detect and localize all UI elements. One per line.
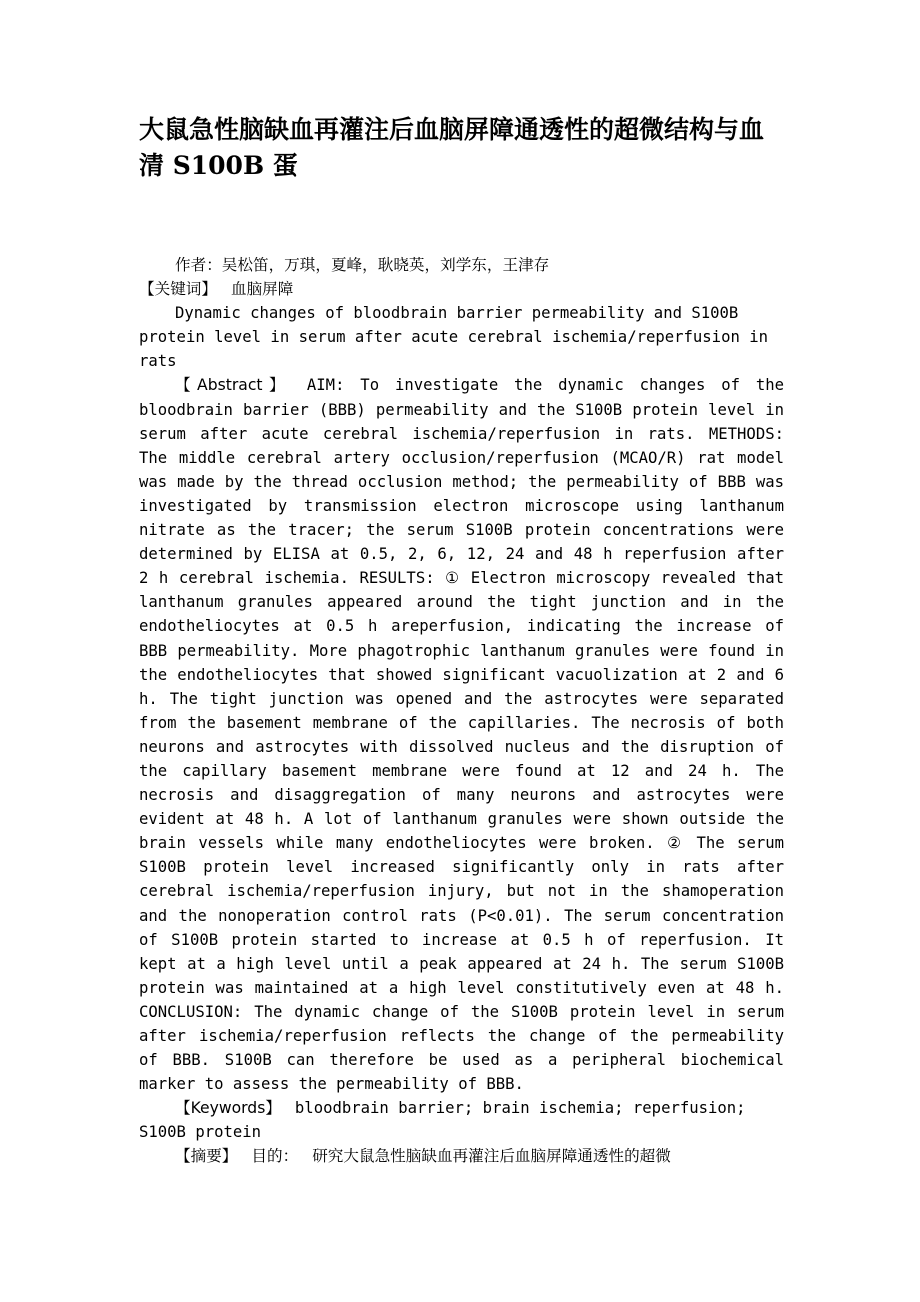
keywords-cn-value: 血脑屏障 [230,280,294,299]
authors-list: 吴松笛，万琪，夏峰，耿晓英，刘学东，王津存 [221,256,550,274]
abstract-label: 【Abstract】 [175,376,292,395]
document-title: 大鼠急性脑缺血再灌注后血脑屏障通透性的超微结构与血清 S100B 蛋 [139,115,765,180]
keywords-en-label: 【Keywords】 [175,1099,281,1118]
abstract-cn-text: 研究大鼠急性脑缺血再灌注后血脑屏障通透性的超微 [312,1147,671,1166]
abstract-text: AIM: To investigate the dynamic changes of the bloodbrain barrier (BBB) permeability and the S100B protein level in serum after acute cerebral ischemia/reperfusion in rats. METHODS: The middle cerebral artery occlusion/reperfusion (MCAO/R) rat model was made by the thread occlusion method; the permeability of BBB was investigated by transmission electron microscope using lanthanum nitrate as the tracer; the serum S100B protein concentrations were determined by ELISA at 0.5, 2, 6, 12, 24 and 48 h reperfusion after 2 h cerebral ischemia. RESULTS: ① Electron microscopy revealed that lanthanum granules appeared around the tight junction and in the endotheliocytes at 0.5 h areperfusion, indicating the increase of BBB permeability. More phagotrophic lanthanum granules were found in the endotheliocytes that showed significant vacuolization at 2 and 6 h. The tight junction was opened and the astrocytes were separated from the basement membrane of the capillaries. The necrosis of both neurons and astrocytes with dissolved nucleus and the disruption of the capillary basement membrane were found at 12 and 24 h. The necrosis and disaggregation of many neurons and astrocytes were evident at 48 h. A lot of lanthanum granules were shown outside the brain vessels while many endotheliocytes were broken. ② The serum S100B protein level increased significantly only in rats after cerebral ischemia/reperfusion injury, but not in the shamoperation and the nonoperation control rats (P<0.01). The serum concentration of S100B protein started to increase at 0.5 h of reperfusion. It kept at a high level until a peak appeared at 24 h. The serum S100B protein was maintained at a high level constitutively even at 48 h. CONCLUSION: The dynamic change of the S100B protein level in serum after ischemia/reperfusion reflects the change of the permeability of BBB. S100B can therefore be used as a peripheral biochemical marker to assess the permeability of BBB. [139,376,785,1094]
authors-label: 作者： [175,256,222,274]
keywords-cn-label: 【关键词】 [139,280,217,299]
keywords-cn-line [139,277,784,301]
abstract-cn-aim-label: 目的： [251,1147,299,1166]
abstract-paragraph [139,373,784,1096]
abstract-cn-line [139,1144,784,1168]
document-body [139,253,784,1169]
authors-line [139,253,784,277]
keywords-en-line [139,1096,784,1144]
keywords-en-value: bloodbrain barrier; brain ischemia; reperfusion; S100B protein [139,1099,746,1142]
abstract-cn-label: 【摘要】 [175,1147,238,1166]
english-title: Dynamic changes of bloodbrain barrier permeability and S100B protein level in serum after acute cerebral ischemia/reperfusion in rats [139,304,769,371]
